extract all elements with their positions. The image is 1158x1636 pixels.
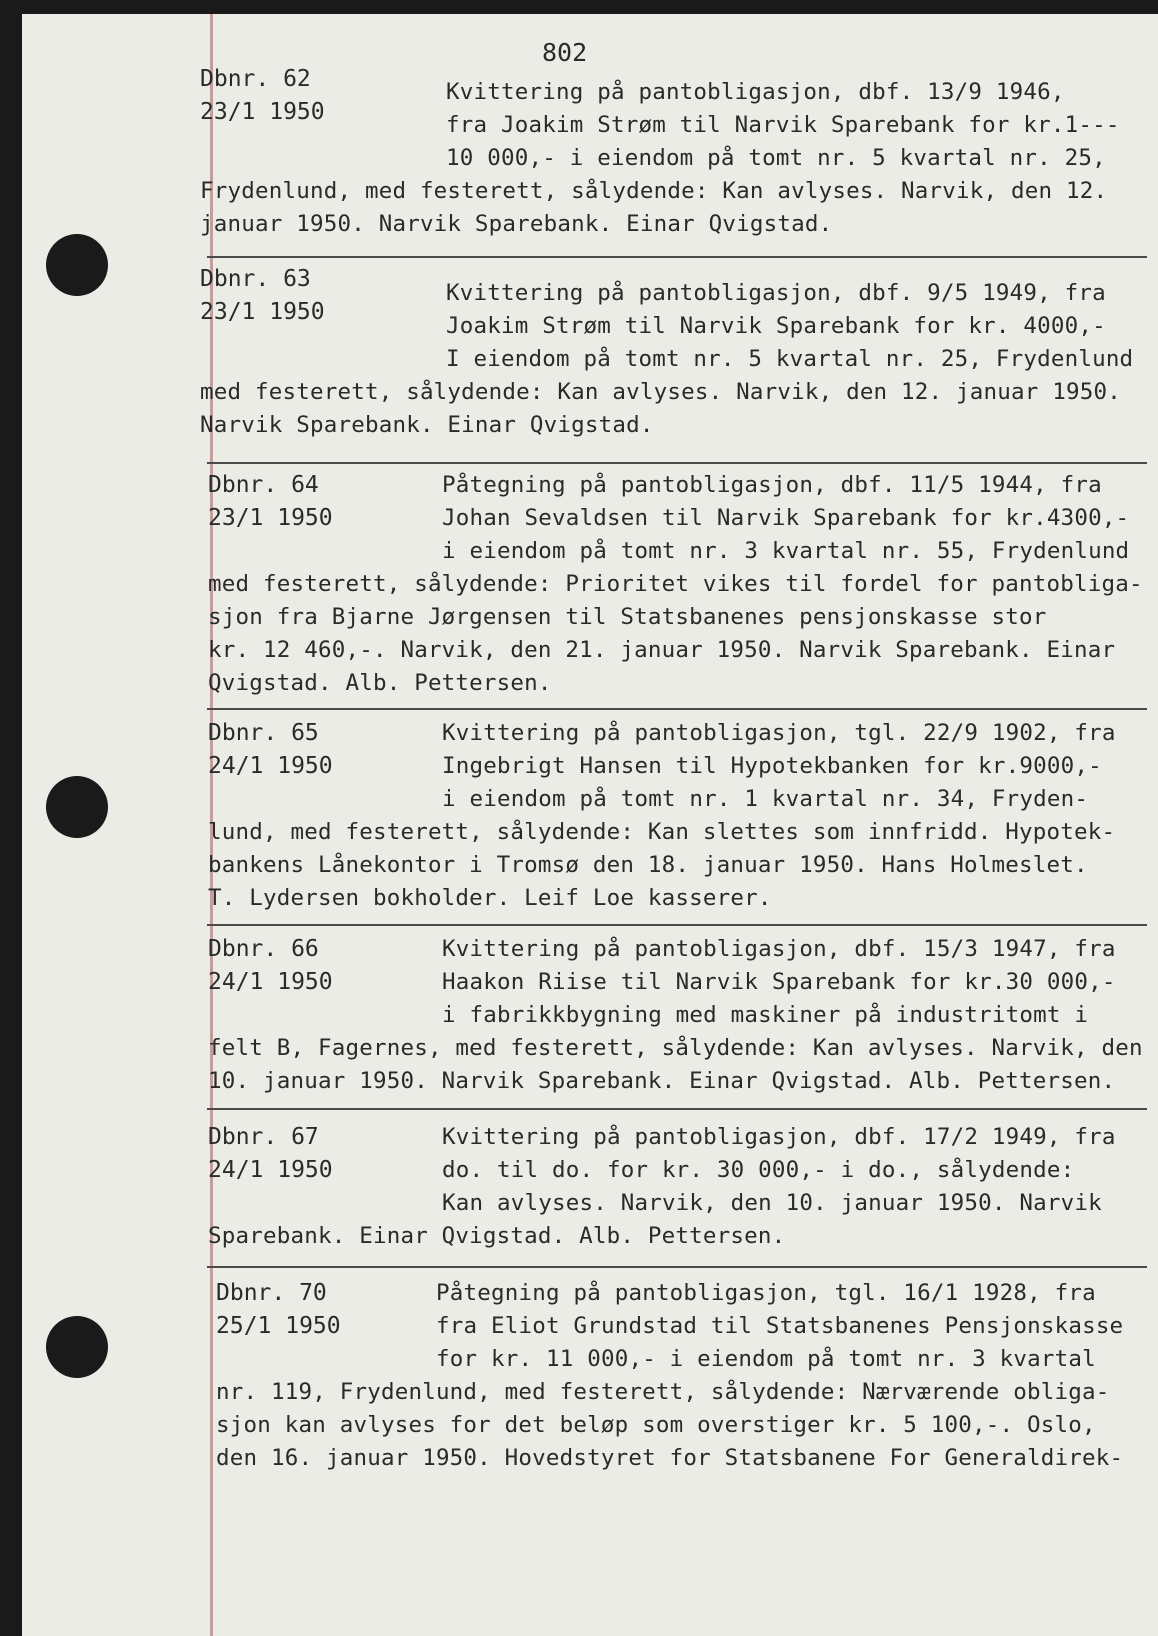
entry-line: i eiendom på tomt nr. 1 kvartal nr. 34, Fryden-: [442, 786, 1089, 812]
entry-line: med festerett, sålydende: Kan avlyses. Narvik, den 12. januar 1950.: [200, 379, 1121, 405]
entry-line: Qvigstad. Alb. Pettersen.: [208, 670, 552, 696]
entry-line: fra Eliot Grundstad til Statsbanenes Pensjonskasse: [436, 1313, 1124, 1339]
entry-line: Johan Sevaldsen til Narvik Sparebank for kr.4300,-: [442, 505, 1130, 531]
entry-date: 24/1 1950: [208, 969, 333, 995]
entry-dbnr: Dbnr. 66: [208, 936, 319, 962]
entry-dbnr: Dbnr. 67: [208, 1124, 319, 1150]
entry-separator: [207, 256, 1147, 258]
entry-date: 24/1 1950: [208, 753, 333, 779]
entry-line: Joakim Strøm til Narvik Sparebank for kr. 4000,-: [446, 313, 1106, 339]
binder-hole: [46, 234, 108, 296]
entry-date: 25/1 1950: [216, 1313, 341, 1339]
entry-dbnr: Dbnr. 64: [208, 472, 319, 498]
entry-dbnr: Dbnr. 62: [200, 66, 311, 92]
entry-date: 23/1 1950: [200, 99, 325, 125]
entry-line: I eiendom på tomt nr. 5 kvartal nr. 25, Frydenlund: [446, 346, 1134, 372]
entry-line: for kr. 11 000,- i eiendom på tomt nr. 3 kvartal: [436, 1346, 1096, 1372]
entry-line: Påtegning på pantobligasjon, tgl. 16/1 1928, fra: [436, 1280, 1096, 1306]
entry-line: fra Joakim Strøm til Narvik Sparebank for kr.1---: [446, 112, 1120, 138]
entry-date: 23/1 1950: [200, 299, 325, 325]
entry-line: januar 1950. Narvik Sparebank. Einar Qvigstad.: [200, 211, 833, 237]
page-number: 802: [542, 38, 588, 67]
entry-separator: [207, 1108, 1147, 1110]
entry-line: i eiendom på tomt nr. 3 kvartal nr. 55, Frydenlund: [442, 538, 1130, 564]
entry-line: T. Lydersen bokholder. Leif Loe kasserer.: [208, 885, 772, 911]
entry-line: Haakon Riise til Narvik Sparebank for kr.30 000,-: [442, 969, 1116, 995]
entry-separator: [207, 708, 1147, 710]
binder-hole: [46, 776, 108, 838]
entry-separator: [207, 1266, 1147, 1268]
entry-line: do. til do. for kr. 30 000,- i do., sålydende:: [442, 1157, 1075, 1183]
entry-line: Kvittering på pantobligasjon, dbf. 17/2 1949, fra: [442, 1124, 1116, 1150]
entry-date: 23/1 1950: [208, 505, 333, 531]
entry-line: kr. 12 460,-. Narvik, den 21. januar 1950. Narvik Sparebank. Einar: [208, 637, 1116, 663]
entry-line: med festerett, sålydende: Prioritet vikes til fordel for pantobliga-: [208, 571, 1143, 597]
entry-line: sjon fra Bjarne Jørgensen til Statsbanenes pensjonskasse stor: [208, 604, 1047, 630]
entry-line: 10 000,- i eiendom på tomt nr. 5 kvartal nr. 25,: [446, 145, 1106, 171]
binder-hole: [46, 1316, 108, 1378]
entry-line: Narvik Sparebank. Einar Qvigstad.: [200, 412, 654, 438]
entry-line: nr. 119, Frydenlund, med festerett, sålydende: Nærværende obliga-: [216, 1379, 1110, 1405]
entry-separator: [207, 924, 1147, 926]
entry-dbnr: Dbnr. 70: [216, 1280, 327, 1306]
entry-line: sjon kan avlyses for det beløp som overstiger kr. 5 100,-. Oslo,: [216, 1412, 1096, 1438]
entry-line: lund, med festerett, sålydende: Kan slettes som innfridd. Hypotek-: [208, 819, 1116, 845]
entry-line: bankens Lånekontor i Tromsø den 18. januar 1950. Hans Holmeslet.: [208, 852, 1088, 878]
entry-line: Frydenlund, med festerett, sålydende: Kan avlyses. Narvik, den 12.: [200, 178, 1108, 204]
entry-line: Påtegning på pantobligasjon, dbf. 11/5 1944, fra: [442, 472, 1102, 498]
entry-line: Kan avlyses. Narvik, den 10. januar 1950. Narvik: [442, 1190, 1102, 1216]
entry-dbnr: Dbnr. 63: [200, 266, 311, 292]
ledger-page: [22, 14, 1158, 1636]
entry-line: Kvittering på pantobligasjon, dbf. 9/5 1949, fra: [446, 280, 1106, 306]
entry-date: 24/1 1950: [208, 1157, 333, 1183]
entry-dbnr: Dbnr. 65: [208, 720, 319, 746]
entry-line: Kvittering på pantobligasjon, dbf. 15/3 1947, fra: [442, 936, 1116, 962]
entry-line: i fabrikkbygning med maskiner på industritomt i: [442, 1002, 1089, 1028]
entry-line: 10. januar 1950. Narvik Sparebank. Einar Qvigstad. Alb. Pettersen.: [208, 1068, 1116, 1094]
entry-line: Ingebrigt Hansen til Hypotekbanken for kr.9000,-: [442, 753, 1102, 779]
entry-line: den 16. januar 1950. Hovedstyret for Statsbanene For Generaldirek-: [216, 1445, 1124, 1471]
entry-line: felt B, Fagernes, med festerett, sålydende: Kan avlyses. Narvik, den: [208, 1035, 1143, 1061]
entry-line: Kvittering på pantobligasjon, tgl. 22/9 1902, fra: [442, 720, 1116, 746]
entry-line: Kvittering på pantobligasjon, dbf. 13/9 1946,: [446, 79, 1065, 105]
entry-separator: [207, 462, 1147, 464]
entry-line: Sparebank. Einar Qvigstad. Alb. Pettersen.: [208, 1223, 786, 1249]
